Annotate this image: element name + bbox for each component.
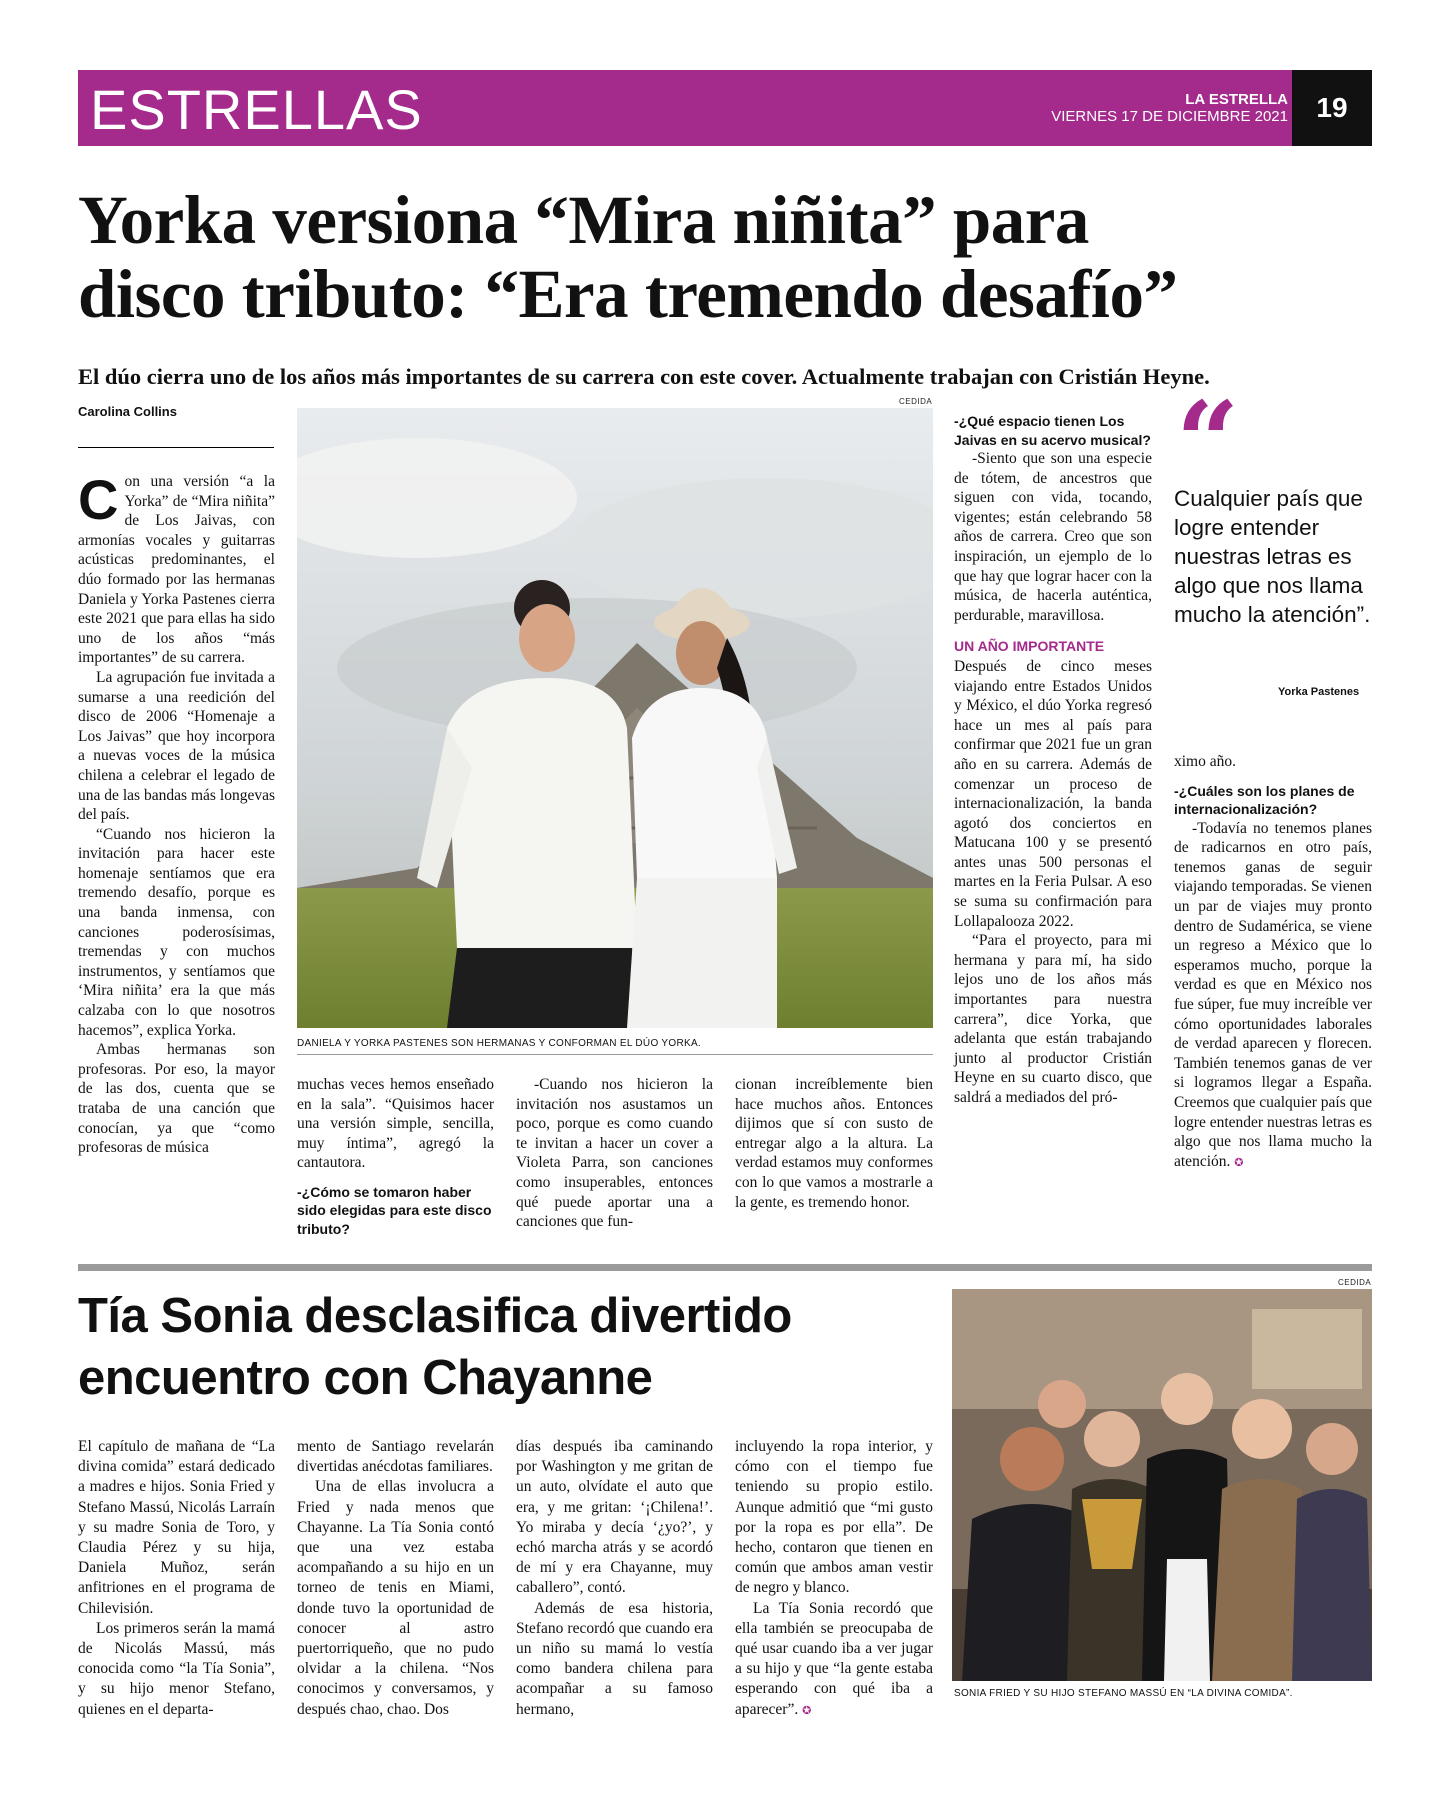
paragraph: La agrupación fue invitada a sumarse a una reedición del disco de 2006 “Homenaje a Los Jaivas” que hoy incorpora a nuevas voces de la música chilena a celebrar el legado de una de las bandas más longevas del país. bbox=[78, 668, 275, 824]
headline-line-2: encuentro con Chayanne bbox=[78, 1351, 653, 1405]
interview-question: -¿Cómo se tomaron haber sido elegidas para este disco tributo? bbox=[297, 1183, 492, 1237]
paragraph: La Tía Sonia recordó que ella también se preocupaba de qué usar cuando iba a ver jugar a su hijo y que “la gente estaba esperando con qué iba a aparecer”. ✪ bbox=[735, 1599, 933, 1718]
pull-quote-source: Yorka Pastenes bbox=[1278, 686, 1360, 698]
group-photo bbox=[952, 1289, 1372, 1681]
article-column-5 bbox=[954, 412, 1152, 1108]
paragraph: Los primeros serán la mamá de Nicolás Massú, más conocida como “la Tía Sonia”, y su hijo menor Stefano, quienes en el departa- bbox=[78, 1619, 275, 1718]
photo-caption: SONIA FRIED Y SU HIJO STEFANO MASSÚ EN “LA DIVINA COMIDA”. bbox=[954, 1688, 1293, 1699]
caption-rule bbox=[297, 1054, 933, 1055]
end-mark-icon: ✪ bbox=[1234, 1155, 1244, 1169]
paragraph: muchas veces hemos enseñado en la sala”. “Quisimos hacer una versión simple, sencilla, muy íntima”, agregó la cantautora. bbox=[297, 1076, 494, 1172]
article-column-6 bbox=[1174, 752, 1372, 1172]
paragraph: -Cuando nos hicieron la invitación nos asustamos un poco, porque es como cuando te invitan a hacer un cover a Violeta Parra, son canciones como insuperables, entonces qué puede aportar una a canciones que fun- bbox=[516, 1076, 713, 1231]
photo-caption: DANIELA Y YORKA PASTENES SON HERMANAS Y CONFORMAN EL DÚO YORKA. bbox=[297, 1038, 702, 1049]
headline-line-1: Yorka versiona “Mira niñita” para bbox=[78, 182, 1089, 258]
paragraph: ximo año. bbox=[1174, 753, 1236, 770]
paragraph: cionan increíblemente bien hace muchos años. Entonces dijimos que sí con susto de entregar algo a la altura. La verdad estamos muy conformes con lo que vamos a mostrarle a la gente, es tremendo honor. bbox=[735, 1076, 933, 1211]
photo-credit: CEDIDA bbox=[1338, 1278, 1372, 1287]
paragraph: Después de cinco meses viajando entre Estados Unidos y México, el dúo Yorka regresó hace un mes al país para confirmar que 2021 fue un gran año en su carrera. Además de comenzar un proceso de internacionalización, la banda agotó dos conciertos en Matucana 100 y se presentó antes unas 500 personas el martes en la Feria Pulsar. A eso se suma su confirmación para Lollapalooza 2022. bbox=[954, 657, 1152, 930]
drop-cap: C bbox=[78, 468, 119, 531]
headline-line-2: disco tributo: “Era tremendo desafío” bbox=[78, 256, 1178, 332]
photo-credit: CEDIDA bbox=[899, 397, 933, 406]
article-column-2 bbox=[297, 1075, 494, 1238]
page-number: 19 bbox=[1292, 70, 1372, 146]
section-title: ESTRELLAS bbox=[90, 78, 423, 141]
paragraph: “Cuando nos hicieron la invitación para hacer este homenaje sentíamos que era tremendo desafío, porque es una banda inmensa, con canciones poderosísimas, tremendas y con muchos instrumentos, y sentíamos que ‘Mira niñita’ era la que más calzaba con lo que nosotros hacemos”, explica Yorka. bbox=[78, 825, 275, 1039]
paragraph: -Siento que son una especie de tótem, de ancestros que siguen con vida, tocando, vigentes; están celebrando 58 años de carrera. Creo que son inspiración, un ejemplo de lo que hay que lograr hacer con la música, de hacerla auténtica, perdurable, maravillosa. bbox=[954, 450, 1152, 624]
article-column-1 bbox=[78, 468, 275, 1158]
interview-question: -¿Cuáles son los planes de internacionalización? bbox=[1174, 782, 1355, 818]
article-column-4 bbox=[735, 1075, 933, 1212]
article2-column-3 bbox=[516, 1437, 713, 1720]
article2-column-1 bbox=[78, 1437, 275, 1720]
paragraph: Con una versión “a la Yorka” de “Mira niñita” de Los Jaivas, con armonías vocales y guitarras acústicas predominantes, el dúo formado por las hermanas Daniela y Yorka Pastenes cierra este 2021 que para ellas ha sido uno de los años “más importantes” de su carrera. bbox=[78, 468, 275, 667]
quote-mark-icon: “ bbox=[1176, 377, 1240, 506]
newspaper-name: LA ESTRELLA bbox=[1185, 91, 1288, 108]
article-headline bbox=[78, 183, 1378, 331]
paragraph: incluyendo la ropa interior, y cómo con el tiempo fue teniendo su propio estilo. Aunque admitió que “mi gusto por la ropa es por ella”. De hecho, contaron que tienen en común que ambos aman vestir de negro y blanco. bbox=[735, 1438, 933, 1597]
article-divider bbox=[78, 1264, 1372, 1271]
end-mark-icon: ✪ bbox=[802, 1703, 812, 1717]
headline-line-1: Tía Sonia desclasifica divertido bbox=[78, 1289, 792, 1343]
paragraph: mento de Santiago revelarán divertidas anécdotas familiares. bbox=[297, 1438, 494, 1476]
article-column-3 bbox=[516, 1075, 713, 1232]
subheading: UN AÑO IMPORTANTE bbox=[954, 638, 1105, 655]
pull-quote: Cualquier país que logre entender nuestras letras es algo que nos llama mucho la atención”. bbox=[1174, 486, 1371, 627]
article-deck: El dúo cierra uno de los años más importantes de su carrera con este cover. Actualmente trabajan con Cristián Heyne. bbox=[78, 364, 1210, 389]
article2-column-2 bbox=[297, 1437, 494, 1720]
issue-date: VIERNES 17 DE DICIEMBRE 2021 bbox=[1051, 108, 1288, 125]
paragraph: Una de ellas involucra a Fried y nada menos que Chayanne. La Tía Sonia contó que una vez estaba acompañando a su hijo en un torneo de tenis en Miami, donde tuvo la oportunidad de conocer al astro puertorriqueño, que no pudo olvidar a la chilena. “Nos conocimos y conversamos, y después chao, chao. Dos bbox=[297, 1478, 494, 1718]
paragraph: días después iba caminando por Washington y me gritan de un auto, olvídate el auto que era, y me gritan: ‘¡Chilena!’. Yo miraba y decía ‘¿yo?’, y echó marcha atrás y se acordó de mí y era Chayanne, muy caballero”, contó. bbox=[516, 1438, 713, 1597]
article2-column-4 bbox=[735, 1437, 933, 1721]
paragraph: Ambas hermanas son profesoras. Por eso, la mayor de las dos, cuenta que se trataba de una canción que conocían, ya que “como profesoras de música bbox=[78, 1041, 275, 1157]
paragraph: -Todavía no tenemos planes de radicarnos en otro país, tenemos ganas de seguir viajando temporadas. Se vienen un par de viajes muy pronto dentro de Sudamérica, se viene un regreso a México que lo esperamos mucho, porque la verdad es que en México nos fue súper, fue muy increíble ver cómo oportunidades laborales de verdad aparecen y florecen. También tenemos ganas de ver si logramos llegar a España. Creemos que cualquier país que logre entender nuestras letras es algo que nos llama mucho la atención. ✪ bbox=[1174, 819, 1372, 1170]
byline-rule bbox=[78, 447, 274, 448]
byline: Carolina Collins bbox=[78, 404, 177, 419]
article-headline-2 bbox=[78, 1285, 858, 1409]
paragraph: “Para el proyecto, para mi hermana y para mí, ha sido lejos uno de los años más importantes para nuestra carrera”, dice Yorka, que adelanta que están trabajando junto al productor Cristián Heyne en su cuarto disco, que saldrá a mediados del pró- bbox=[954, 932, 1152, 1106]
interview-question: -¿Qué espacio tienen Los Jaivas en su acervo musical? bbox=[954, 413, 1151, 448]
paragraph: El capítulo de mañana de “La divina comida” estará dedicado a madres e hijos. Sonia Fried y Stefano Massú, Nicolás Larraín y su madre Sonia de Toro, y Claudia Pérez y su hija, Daniela Muñoz, serán anfitriones en el programa de Chilevisión. bbox=[78, 1438, 275, 1617]
duo-photo bbox=[297, 408, 933, 1028]
paragraph: Además de esa historia, Stefano recordó que cuando era un niño su mamá lo vestía como bandera chilena para acompañar a su famoso hermano, bbox=[516, 1599, 713, 1718]
